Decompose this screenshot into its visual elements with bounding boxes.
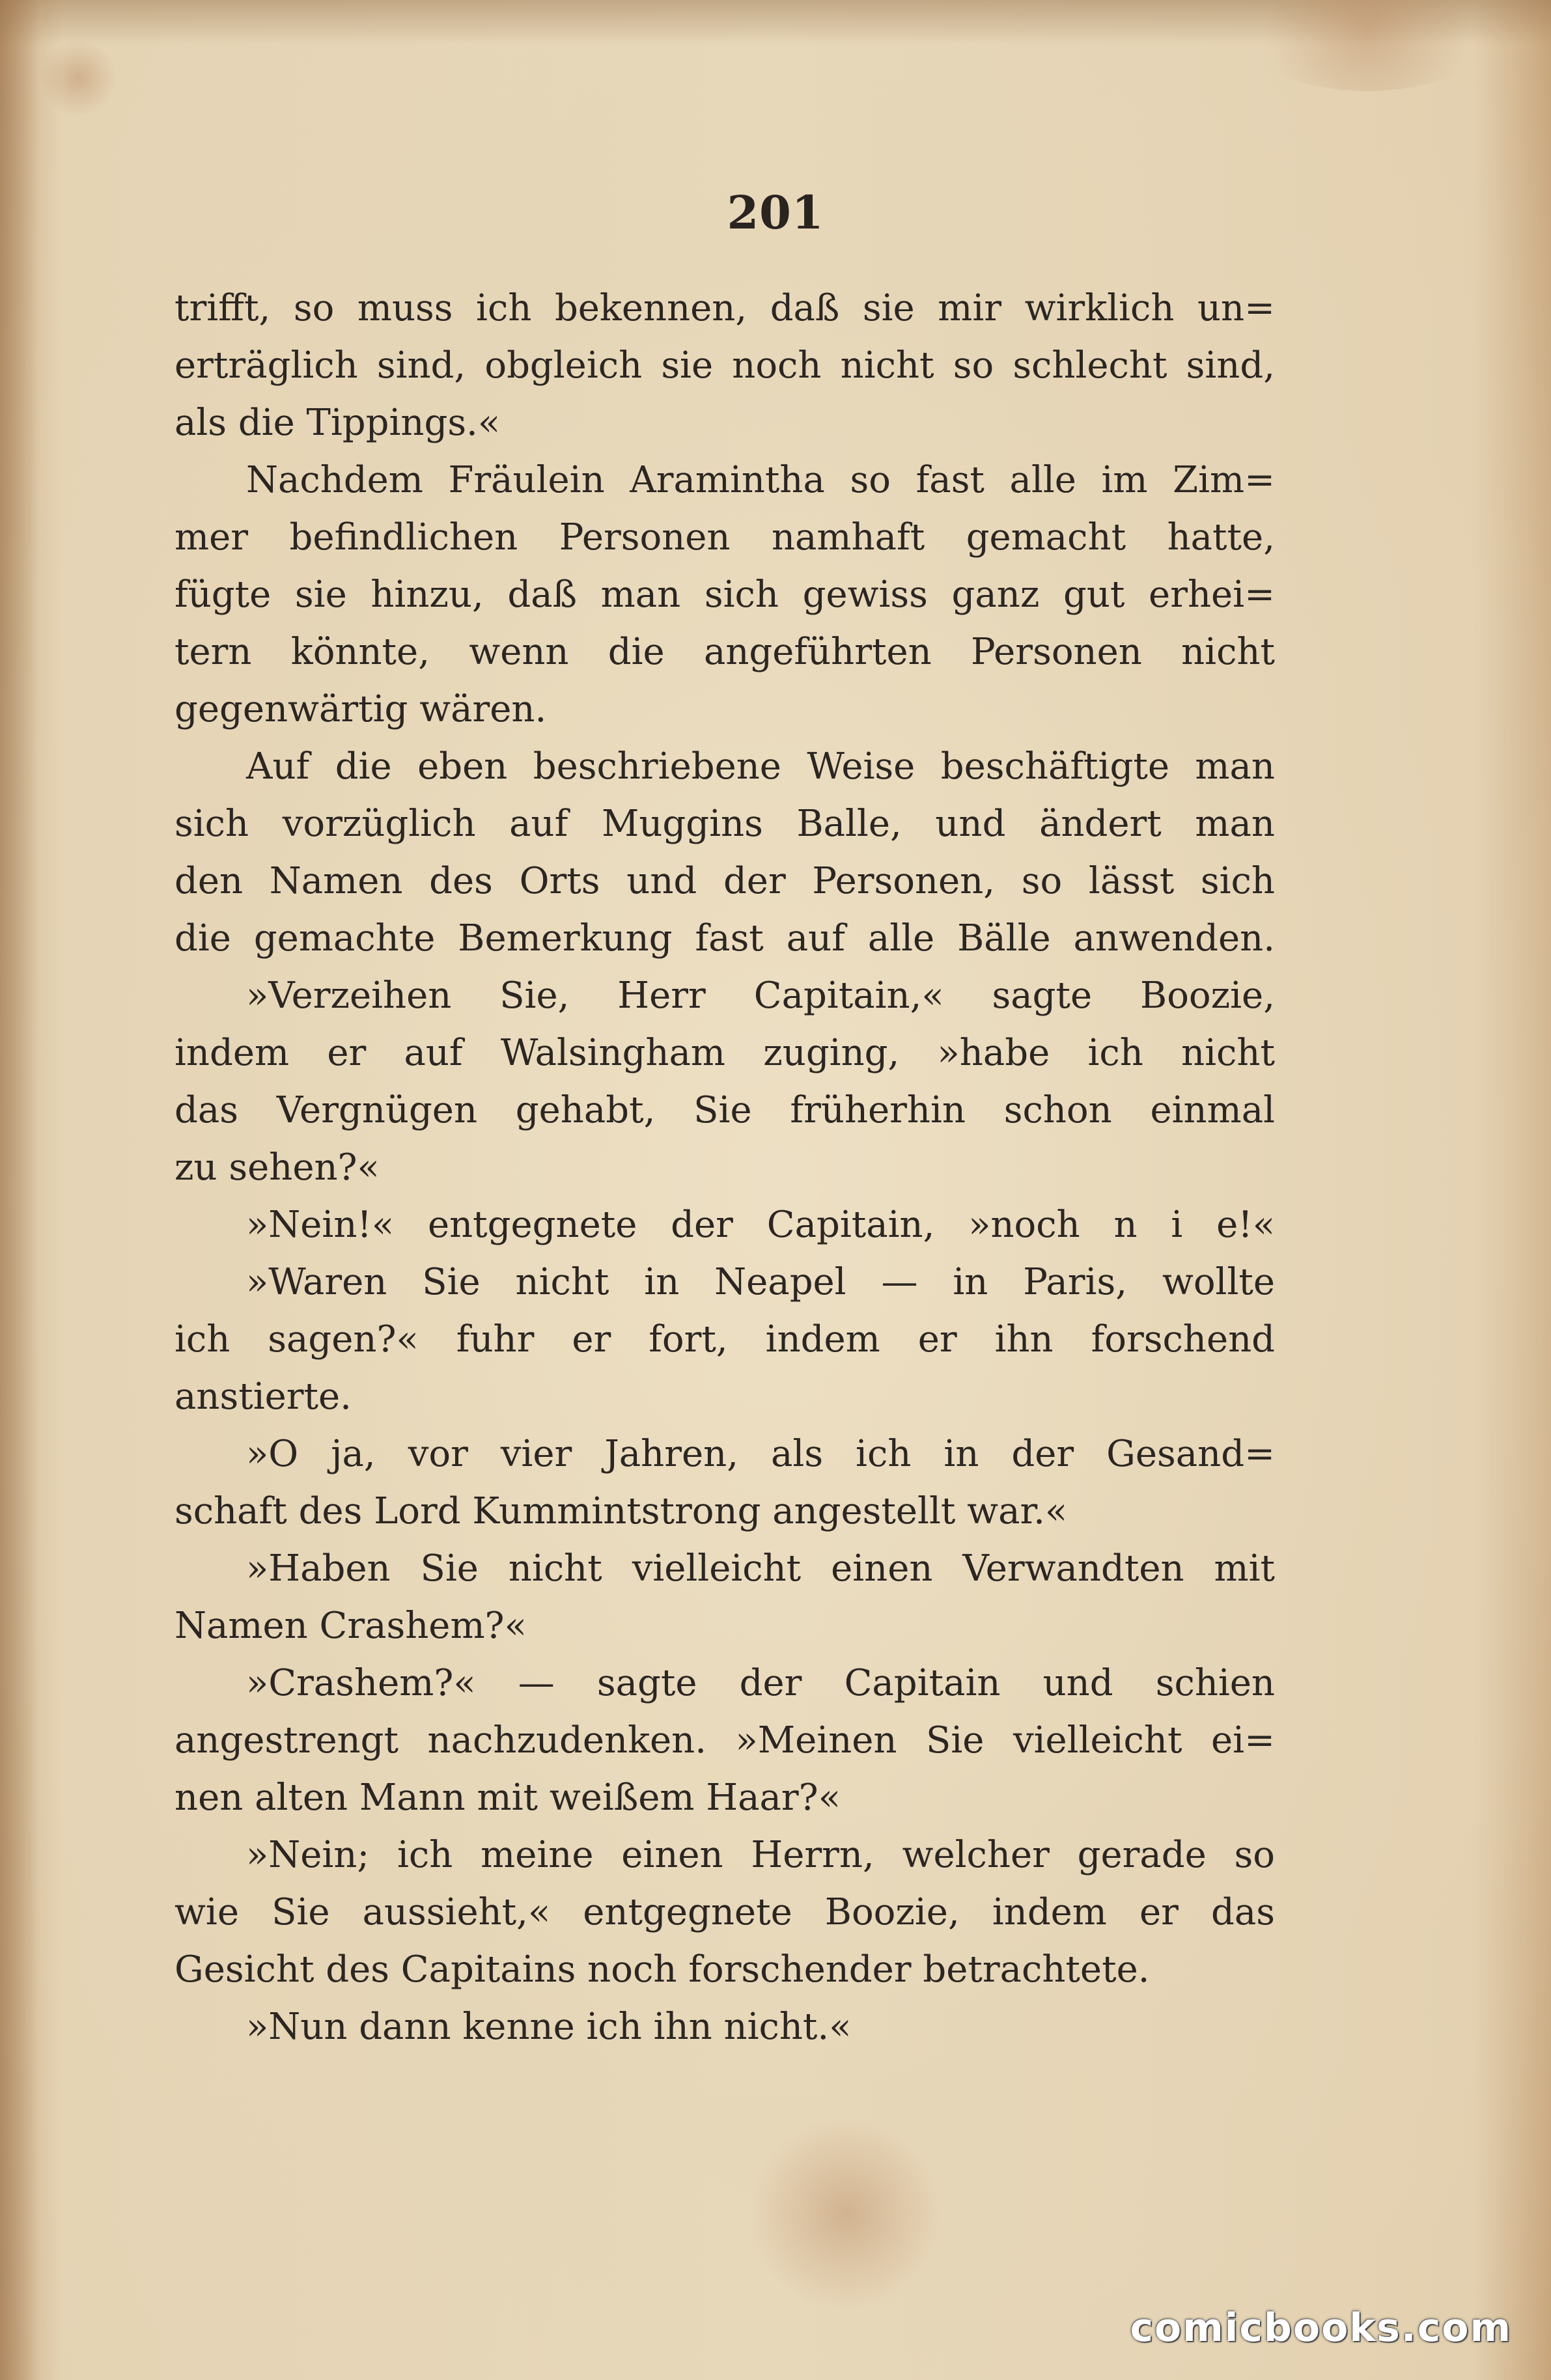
text-line: schaft des Lord Kummintstrong angestellt war.« xyxy=(175,1490,1068,1532)
text-line: »Nun dann kenne ich ihn nicht.« xyxy=(246,2006,852,2048)
text-line: zu sehen?« xyxy=(175,1146,380,1189)
text-line: nen alten Mann mit weißem Haar?« xyxy=(175,1777,841,1819)
page-edge-shadow-left xyxy=(0,0,39,2380)
text-line: als die Tippings.« xyxy=(175,402,501,444)
text-line: »Nein!« entgegnete der Capitain, »noch n i e!« xyxy=(246,1204,1275,1246)
text-line: Nachdem Fräulein Araminthа so fast alle im Zim= xyxy=(246,459,1275,501)
text-line: Gesicht des Capitains noch forschender betrachtete. xyxy=(175,1948,1150,1991)
text-line: wie Sie aussieht,« entgegnete Boozie, indem er das xyxy=(175,1891,1275,1933)
text-line: Namen Crashem?« xyxy=(175,1605,527,1647)
text-line: sich vorzüglich auf Muggins Balle, und ändert man xyxy=(175,803,1275,845)
text-line: Auf die eben beschriebene Weise beschäftigte man xyxy=(246,745,1275,788)
text-line: anstierte. xyxy=(175,1376,352,1418)
text-line: den Namen des Orts und der Personen, so lässt sich xyxy=(175,860,1275,902)
text-line: indem er auf Walsingham zuging, »habe ich nicht xyxy=(175,1032,1275,1074)
text-line: »Haben Sie nicht vielleicht einen Verwandten mit xyxy=(246,1547,1275,1590)
text-line: mer befindlichen Personen namhaft gemacht hatte, xyxy=(175,516,1275,559)
text-line: angestrengt nachzudenken. »Meinen Sie vielleicht ei= xyxy=(175,1719,1275,1762)
text-line: gegenwärtig wären. xyxy=(175,688,547,730)
text-line: die gemachte Bemerkung fast auf alle Bälle anwenden. xyxy=(175,917,1275,960)
page-number: 201 xyxy=(727,186,824,240)
paper-stain xyxy=(749,2116,944,2311)
text-line: »O ja, vor vier Jahren, als ich in der Gesand= xyxy=(246,1433,1275,1475)
body-text xyxy=(175,280,1275,2056)
text-line: »Waren Sie nicht in Neapel — in Paris, wollte xyxy=(246,1261,1275,1303)
text-line: das Vergnügen gehabt, Sie früherhin schon einmal xyxy=(175,1089,1275,1131)
paper-stain xyxy=(1237,0,1498,91)
text-line: tern könnte, wenn die angeführten Personen nicht xyxy=(175,631,1275,673)
watermark-logo: comicbooks.com xyxy=(1130,2305,1512,2351)
text-line: ich sagen?« fuhr er fort, indem er ihn forschend xyxy=(175,1318,1275,1361)
text-line: erträglich sind, obgleich sie noch nicht so schlecht sind, xyxy=(175,344,1275,387)
text-line: »Verzeihen Sie, Herr Capitain,« sagte Boozie, xyxy=(246,975,1275,1017)
text-line: »Crashem?« — sagte der Capitain und schien xyxy=(246,1662,1275,1704)
paper-stain xyxy=(39,39,117,117)
text-line: »Nein; ich meine einen Herrn, welcher gerade so xyxy=(246,1834,1275,1876)
text-line: trifft, so muss ich bekennen, daß sie mir wirklich un= xyxy=(175,287,1275,329)
text-line: fügte sie hinzu, daß man sich gewiss ganz gut erhei= xyxy=(175,574,1275,616)
